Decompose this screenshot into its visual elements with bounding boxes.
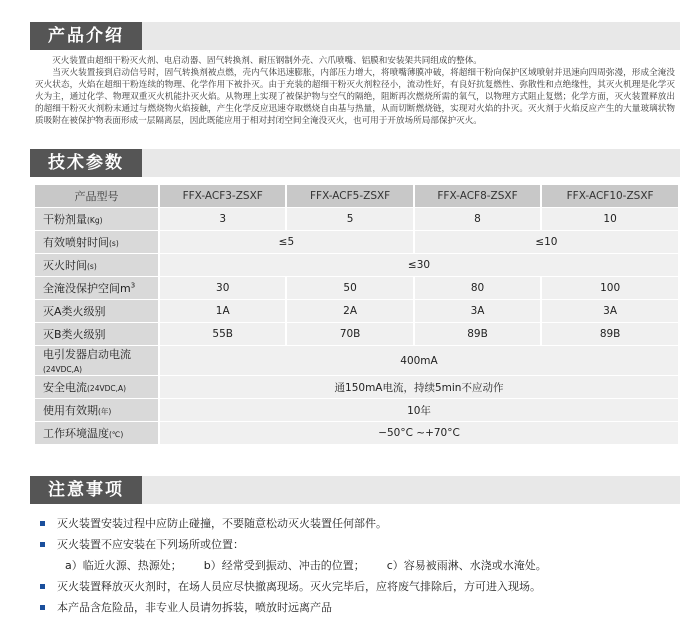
value-cell: 50 — [286, 277, 413, 300]
row-label: 工作环境温度(℃) — [35, 422, 159, 445]
value-cell: 400mA — [159, 346, 679, 376]
notes-section-title: 注意事项 — [30, 476, 142, 504]
table-row — [35, 346, 679, 376]
table-row — [35, 422, 679, 445]
row-label: 安全电流(24VDC,A) — [35, 376, 159, 399]
value-cell: 70B — [286, 323, 413, 346]
spec-section-bar — [30, 149, 680, 177]
table-row — [35, 231, 679, 254]
intro-paragraph-2: 当灭火装置接到启动信号时，固气转换剂被点燃，壳内气体迅速膨胀，内部压力增大，将喷嘴薄膜冲破，将超细干粉向保护区域喷射并迅速向四周弥漫，形成全淹没灭火状态，火焰在超细干粉连续的物理、化学作用下被扑灭。由于充装的超细干粉灭火剂粒径小，流动性好，有良好抗复燃性、弥散性和点绝缘性，其灭火机理是化学灭火为主，通过化学、物理双重灭火机能扑灭火焰。从物理上实现了被保护物与空气的隔绝，阻断再次燃烧所需的氧气，以物理方式阻止复燃；化学方面，灭火装置释放出的超细干粉灭火剂粉末通过与燃烧物火焰接触，产生化学反应迅速夺取燃烧自由基与热量，从而切断燃烧链，实现对火焰的扑灭。灭火剂于火焰反应产生的大量玻璃状物质吸附在被保护物表面形成一层隔离层，因此既能应用于相对封闭空间全淹没灭火，也可用于开放场所局部保护灭火。 — [35, 68, 675, 126]
value-cell: 10 — [541, 208, 679, 231]
value-cell: 55B — [159, 323, 286, 346]
row-label: 灭火时间(s) — [35, 254, 159, 277]
row-label: 灭B类火级别 — [35, 323, 159, 346]
intro-paragraph-1: 灭火装置由超细干粉灭火剂、电启动器、固气转换剂、耐压钢制外壳、六爪喷嘴、铝膜和安装架共同组成的整体。 — [52, 56, 482, 66]
value-cell: 89B — [414, 323, 541, 346]
list-item: a）临近火源、热源处； b）经常受到振动、冲击的位置； c）容易被雨淋、水浇或水淹处。 — [65, 559, 547, 572]
value-cell: 30 — [159, 277, 286, 300]
spec-table — [35, 185, 680, 445]
row-label: 有效喷射时间(s) — [35, 231, 159, 254]
model-cell: FFX-ACF3-ZSXF — [159, 185, 286, 208]
value-cell: 100 — [541, 277, 679, 300]
value-cell: 8 — [414, 208, 541, 231]
bullet-square-icon — [40, 542, 45, 547]
spec-section-title: 技术参数 — [30, 149, 142, 177]
value-cell: ≤5 — [159, 231, 414, 254]
value-cell: 80 — [414, 277, 541, 300]
value-cell: 3A — [414, 300, 541, 323]
row-label: 全淹没保护空间$m^3$ — [35, 277, 159, 300]
value-cell: 3 — [159, 208, 286, 231]
value-cell: 1A — [159, 300, 286, 323]
model-cell: FFX-ACF10-ZSXF — [541, 185, 679, 208]
list-item: 灭火装置释放灭火剂时，在场人员应尽快撤离现场。灭火完毕后，应将废气排除后，方可进入现场。 — [35, 576, 675, 597]
row-label: 使用有效期(年) — [35, 399, 159, 422]
bullet-square-icon — [40, 584, 45, 589]
table-row — [35, 376, 679, 399]
notes-section-bar — [30, 476, 680, 504]
row-label: 干粉剂量(Kg) — [35, 208, 159, 231]
row-label: 电引发器启动电流(24VDC,A) — [35, 346, 159, 376]
list-item: 灭火装置安装过程中应防止碰撞，不要随意松动灭火装置任何部件。 — [35, 513, 675, 534]
list-item: 灭火装置不应安装在下列场所或位置： — [35, 534, 675, 555]
model-cell: FFX-ACF5-ZSXF — [286, 185, 413, 208]
intro-section-title: 产品介绍 — [30, 22, 142, 50]
row-label: 灭A类火级别 — [35, 300, 159, 323]
table-row — [35, 399, 679, 422]
notes-list — [35, 513, 675, 618]
value-cell: 2A — [286, 300, 413, 323]
table-row — [35, 185, 679, 208]
value-cell: 10年 — [159, 399, 679, 422]
intro-text — [35, 55, 675, 127]
table-row — [35, 277, 679, 300]
value-cell: 5 — [286, 208, 413, 231]
intro-section-bar — [30, 22, 680, 50]
value-cell: ≤30 — [159, 254, 679, 277]
value-cell: ≤10 — [414, 231, 679, 254]
model-header-label: 产品型号 — [35, 185, 159, 208]
value-cell: 通150mA电流，持续5min不应动作 — [159, 376, 679, 399]
table-row — [35, 254, 679, 277]
value-cell: −50°C ~+70°C — [159, 422, 679, 445]
table-row — [35, 323, 679, 346]
value-cell: 3A — [541, 300, 679, 323]
table-row — [35, 300, 679, 323]
value-cell: 89B — [541, 323, 679, 346]
bullet-square-icon — [40, 521, 45, 526]
table-row — [35, 208, 679, 231]
model-cell: FFX-ACF8-ZSXF — [414, 185, 541, 208]
list-item: 本产品含危险品，非专业人员请勿拆装，喷放时远离产品 — [35, 597, 675, 618]
bullet-square-icon — [40, 605, 45, 610]
